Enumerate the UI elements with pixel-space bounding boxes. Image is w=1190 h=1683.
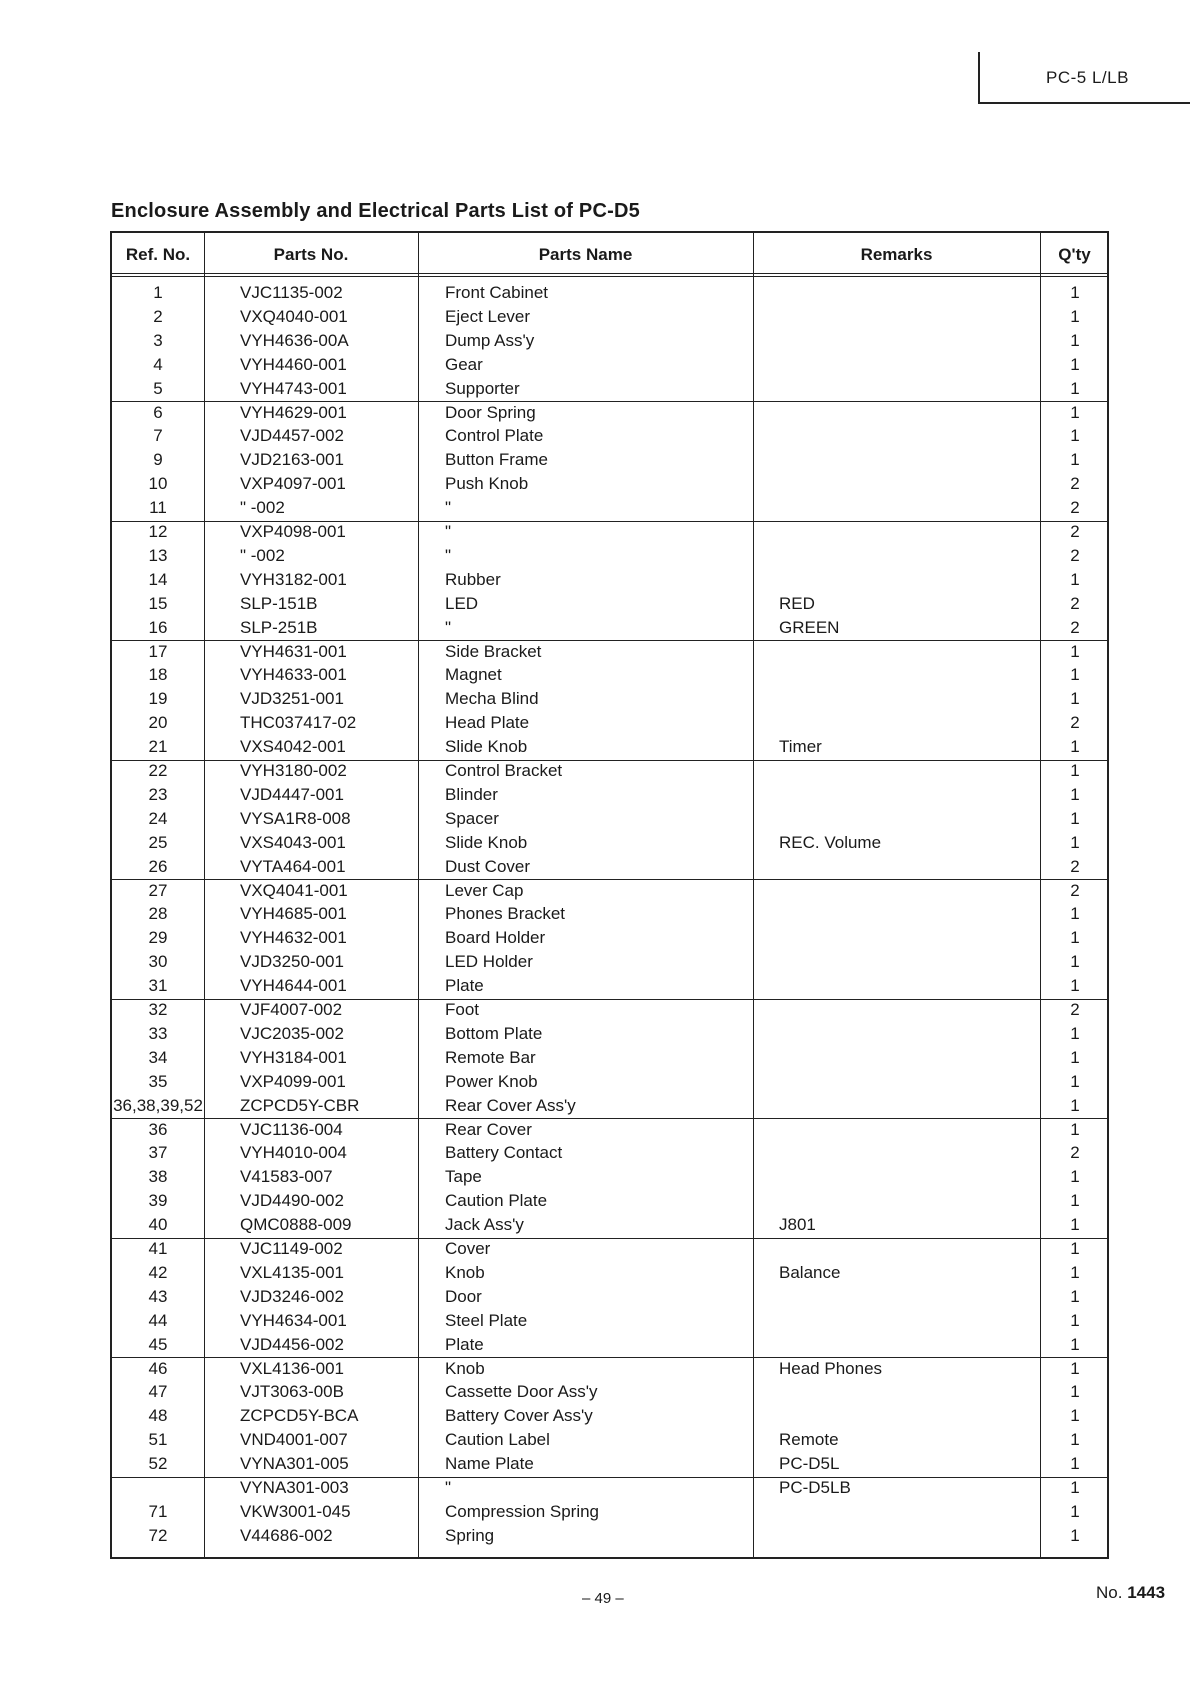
document-number xyxy=(1096,1583,1165,1603)
part-name-cell: LED xyxy=(445,593,479,613)
ref-cell: 6 xyxy=(153,402,163,422)
ref-cell: 26 xyxy=(148,856,168,876)
part-name-cell: Battery Cover Ass'y xyxy=(445,1406,593,1426)
part-name-cell: Name Plate xyxy=(445,1454,534,1474)
ref-cell: 2 xyxy=(153,306,163,326)
ref-cell: 5 xyxy=(153,378,163,398)
part-name-cell: Eject Lever xyxy=(445,306,531,326)
ref-cell: 48 xyxy=(148,1406,168,1426)
col-divider xyxy=(418,233,419,1557)
part-name-cell: LED Holder xyxy=(445,952,533,972)
part-name-cell: Door xyxy=(445,1286,482,1306)
qty-cell: 1 xyxy=(1070,1334,1080,1354)
qty-cell: 1 xyxy=(1070,1406,1080,1426)
ref-cell: 32 xyxy=(148,1000,168,1019)
part-name-cell: Remote Bar xyxy=(445,1047,536,1067)
qty-cell: 1 xyxy=(1070,1358,1080,1378)
qty-cell: 1 xyxy=(1070,450,1080,470)
qty-cell: 1 xyxy=(1070,354,1080,374)
part-name-cell: Caution Label xyxy=(445,1430,550,1450)
ref-cell: 18 xyxy=(148,665,168,685)
part-number-cell: VXS4043-001 xyxy=(240,832,346,852)
part-name-cell: " xyxy=(445,522,452,541)
qty-cell: 1 xyxy=(1070,402,1080,422)
ref-cell: 46 xyxy=(148,1358,168,1378)
part-name-cell: Slide Knob xyxy=(445,832,528,852)
document-number-prefix: No. xyxy=(1096,1583,1123,1602)
ref-cell: 17 xyxy=(148,641,168,661)
part-number-cell: VKW3001-045 xyxy=(240,1501,351,1521)
remarks-cell: PC-D5L xyxy=(779,1454,840,1474)
part-number-cell: VXP4099-001 xyxy=(240,1071,346,1091)
ref-cell: 24 xyxy=(148,808,168,828)
ref-cell: 71 xyxy=(148,1501,168,1521)
ref-cell: 13 xyxy=(148,545,168,565)
part-number-cell: VJD3246-002 xyxy=(240,1286,344,1306)
part-number-cell: " -002 xyxy=(240,545,285,565)
part-number-cell: VYH4743-001 xyxy=(240,378,347,398)
col-header-ref: Ref. No. xyxy=(125,245,191,264)
part-name-cell: Supporter xyxy=(445,378,520,398)
ref-cell: 22 xyxy=(148,761,168,780)
part-number-cell: VYSA1R8-008 xyxy=(240,808,351,828)
ref-cell: 35 xyxy=(148,1071,168,1091)
part-number-cell: VJC1135-002 xyxy=(240,283,343,302)
qty-cell: 1 xyxy=(1070,1071,1080,1091)
part-name-cell: Rubber xyxy=(445,569,501,589)
ref-cell: 36,38,39,52 xyxy=(113,1095,203,1115)
part-name-cell: Side Bracket xyxy=(445,641,542,661)
ref-cell: 4 xyxy=(153,354,163,374)
remarks-cell: REC. Volume xyxy=(779,832,882,852)
part-name-cell: Gear xyxy=(445,354,483,374)
part-number-cell: VXS4042-001 xyxy=(240,737,346,757)
ref-cell: 72 xyxy=(148,1525,168,1545)
header-divider xyxy=(112,276,1107,277)
qty-cell: 2 xyxy=(1070,617,1080,637)
part-number-cell: VXQ4040-001 xyxy=(240,306,348,326)
ref-cell: 27 xyxy=(148,880,168,900)
part-number-cell: VJT3063-00B xyxy=(240,1382,344,1402)
col-header-part: Parts No. xyxy=(273,245,349,264)
part-number-cell: VYH3184-001 xyxy=(240,1047,347,1067)
part-number-cell: VJD3250-001 xyxy=(240,952,344,972)
part-name-cell: Caution Plate xyxy=(445,1191,548,1211)
part-name-cell: Front Cabinet xyxy=(445,283,548,302)
ref-cell: 37 xyxy=(148,1143,168,1163)
part-name-cell: " xyxy=(445,545,452,565)
qty-cell: 1 xyxy=(1070,1454,1080,1474)
part-name-cell: Button Frame xyxy=(445,450,548,470)
part-name-cell: Door Spring xyxy=(445,402,536,422)
qty-cell: 1 xyxy=(1070,569,1080,589)
part-number-cell: " -002 xyxy=(240,498,285,518)
parts-table xyxy=(110,231,1109,1559)
qty-cell: 1 xyxy=(1070,1286,1080,1306)
part-name-cell: Steel Plate xyxy=(445,1310,528,1330)
qty-cell: 1 xyxy=(1070,665,1080,685)
ref-cell: 33 xyxy=(148,1023,168,1043)
ref-cell: 34 xyxy=(148,1047,168,1067)
part-number-cell: VJF4007-002 xyxy=(240,1000,343,1019)
remarks-cell: Balance xyxy=(779,1262,841,1282)
part-number-cell: VYH4632-001 xyxy=(240,928,347,948)
ref-cell: 45 xyxy=(148,1334,168,1354)
header-divider xyxy=(112,273,1107,274)
part-number-cell: VXP4097-001 xyxy=(240,474,346,494)
remarks-cell: PC-D5LB xyxy=(779,1478,851,1497)
part-number-cell: VXL4136-001 xyxy=(240,1358,344,1378)
part-name-cell: Head Plate xyxy=(445,713,530,733)
qty-cell: 1 xyxy=(1070,426,1080,446)
part-number-cell: VND4001-007 xyxy=(240,1430,348,1450)
remarks-cell: Remote xyxy=(779,1430,839,1450)
part-number-cell: VJD4456-002 xyxy=(240,1334,344,1354)
ref-cell: 47 xyxy=(148,1382,168,1402)
part-name-cell: Phones Bracket xyxy=(445,904,566,924)
part-name-cell: Cover xyxy=(445,1239,491,1258)
part-name-cell: Bottom Plate xyxy=(445,1023,543,1043)
qty-cell: 1 xyxy=(1070,1119,1080,1139)
qty-cell: 1 xyxy=(1070,1023,1080,1043)
qty-cell: 2 xyxy=(1070,474,1080,494)
part-number-cell: ZCPCD5Y-CBR xyxy=(240,1095,360,1115)
part-name-cell: Compression Spring xyxy=(445,1501,600,1521)
qty-cell: 1 xyxy=(1070,689,1080,709)
part-number-cell: VYNA301-005 xyxy=(240,1454,349,1474)
part-name-cell: Lever Cap xyxy=(445,880,524,900)
qty-cell: 1 xyxy=(1070,784,1080,804)
part-number-cell: VYNA301-003 xyxy=(240,1478,349,1497)
qty-cell: 1 xyxy=(1070,306,1080,326)
qty-cell: 2 xyxy=(1070,856,1080,876)
ref-cell: 52 xyxy=(148,1454,168,1474)
ref-cell: 3 xyxy=(153,330,163,350)
part-name-cell: Dump Ass'y xyxy=(445,330,535,350)
ref-cell: 15 xyxy=(148,593,168,613)
ref-cell: 36 xyxy=(148,1119,168,1139)
part-name-cell: Control Bracket xyxy=(445,761,563,780)
part-name-cell: Control Plate xyxy=(445,426,544,446)
ref-cell: 44 xyxy=(148,1310,168,1330)
ref-cell: 39 xyxy=(148,1191,168,1211)
part-name-cell: " xyxy=(445,617,452,637)
qty-cell: 1 xyxy=(1070,976,1080,996)
qty-cell: 1 xyxy=(1070,641,1080,661)
col-divider xyxy=(753,233,754,1557)
part-name-cell: Mecha Blind xyxy=(445,689,539,709)
part-number-cell: ZCPCD5Y-BCA xyxy=(240,1406,359,1426)
ref-cell: 23 xyxy=(148,784,168,804)
part-name-cell: Cassette Door Ass'y xyxy=(445,1382,598,1402)
ref-cell: 19 xyxy=(148,689,168,709)
qty-cell: 2 xyxy=(1070,713,1080,733)
part-number-cell: VYTA464-001 xyxy=(240,856,346,876)
ref-cell: 43 xyxy=(148,1286,168,1306)
part-number-cell: VJD4447-001 xyxy=(240,784,344,804)
part-name-cell: " xyxy=(445,1478,452,1497)
col-divider xyxy=(1040,233,1041,1557)
ref-cell: 42 xyxy=(148,1262,168,1282)
qty-cell: 1 xyxy=(1070,1382,1080,1402)
part-name-cell: Plate xyxy=(445,976,484,996)
ref-cell: 41 xyxy=(148,1239,168,1258)
part-number-cell: VYH3180-002 xyxy=(240,761,347,780)
qty-cell: 1 xyxy=(1070,1095,1080,1115)
qty-cell: 1 xyxy=(1070,1310,1080,1330)
ref-cell: 11 xyxy=(149,498,167,518)
remarks-cell: Head Phones xyxy=(779,1358,883,1378)
part-number-cell: VXL4135-001 xyxy=(240,1262,344,1282)
ref-cell: 31 xyxy=(148,976,168,996)
ref-cell: 21 xyxy=(148,737,168,757)
col-divider xyxy=(204,233,205,1557)
part-number-cell: VYH4629-001 xyxy=(240,402,347,422)
ref-cell: 14 xyxy=(148,569,168,589)
part-name-cell: Push Knob xyxy=(445,474,529,494)
part-number-cell: VYH4636-00A xyxy=(240,330,349,350)
part-number-cell: VJC1136-004 xyxy=(240,1119,343,1139)
ref-cell: 1 xyxy=(153,283,163,302)
ref-cell: 29 xyxy=(148,928,168,948)
part-number-cell: V44686-002 xyxy=(240,1525,333,1545)
part-number-cell: VYH4010-004 xyxy=(240,1143,347,1163)
part-number-cell: VJD3251-001 xyxy=(240,689,344,709)
part-name-cell: Slide Knob xyxy=(445,737,528,757)
qty-cell: 2 xyxy=(1070,522,1080,541)
part-name-cell: " xyxy=(445,498,452,518)
qty-cell: 2 xyxy=(1070,593,1080,613)
qty-cell: 1 xyxy=(1070,761,1080,780)
qty-cell: 1 xyxy=(1070,1525,1080,1545)
part-name-cell: Plate xyxy=(445,1334,484,1354)
qty-cell: 1 xyxy=(1070,737,1080,757)
remarks-cell: RED xyxy=(779,593,815,613)
part-number-cell: VYH4460-001 xyxy=(240,354,347,374)
qty-cell: 1 xyxy=(1070,283,1080,302)
part-name-cell: Battery Contact xyxy=(445,1143,563,1163)
qty-cell: 2 xyxy=(1070,880,1080,900)
part-number-cell: VYH4631-001 xyxy=(240,641,347,661)
qty-cell: 1 xyxy=(1070,378,1080,398)
qty-cell: 1 xyxy=(1070,952,1080,972)
ref-cell: 10 xyxy=(148,474,168,494)
part-number-cell: VJD4490-002 xyxy=(240,1191,344,1211)
qty-cell: 1 xyxy=(1070,330,1080,350)
part-name-cell: Dust Cover xyxy=(445,856,531,876)
part-number-cell: VJC2035-002 xyxy=(240,1023,344,1043)
col-header-remarks: Remarks xyxy=(860,245,933,264)
qty-cell: 2 xyxy=(1070,498,1080,518)
qty-cell: 2 xyxy=(1070,1143,1080,1163)
part-number-cell: VYH4685-001 xyxy=(240,904,347,924)
remarks-cell: GREEN xyxy=(779,617,840,637)
qty-cell: 1 xyxy=(1070,1047,1080,1067)
ref-cell: 9 xyxy=(153,450,163,470)
ref-cell: 38 xyxy=(148,1167,168,1187)
ref-cell: 28 xyxy=(148,904,168,924)
part-number-cell: SLP-251B xyxy=(240,617,318,637)
part-number-cell: VYH4633-001 xyxy=(240,665,347,685)
document-number-value: 1443 xyxy=(1127,1583,1166,1602)
page-number: – 49 – xyxy=(582,1590,624,1607)
part-number-cell: V41583-007 xyxy=(240,1167,333,1187)
qty-cell: 1 xyxy=(1070,1191,1080,1211)
ref-cell: 12 xyxy=(148,522,168,541)
qty-cell: 1 xyxy=(1070,1478,1080,1497)
part-name-cell: Power Knob xyxy=(445,1071,538,1091)
ref-cell: 20 xyxy=(148,713,168,733)
part-number-cell: VYH4634-001 xyxy=(240,1310,347,1330)
part-name-cell: Rear Cover xyxy=(445,1119,532,1139)
part-name-cell: Foot xyxy=(445,1000,480,1019)
qty-cell: 1 xyxy=(1070,832,1080,852)
part-name-cell: Rear Cover Ass'y xyxy=(445,1095,576,1115)
ref-cell: 25 xyxy=(148,832,168,852)
part-name-cell: Spacer xyxy=(445,808,499,828)
ref-cell: 7 xyxy=(153,426,163,446)
part-number-cell: QMC0888-009 xyxy=(240,1215,352,1235)
ref-cell: 30 xyxy=(148,952,168,972)
part-number-cell: VYH4644-001 xyxy=(240,976,347,996)
qty-cell: 1 xyxy=(1070,1262,1080,1282)
ref-cell: 51 xyxy=(148,1430,168,1450)
model-label: PC-5 L/LB xyxy=(1046,68,1129,87)
remarks-cell: J801 xyxy=(779,1215,816,1235)
part-number-cell: VXP4098-001 xyxy=(240,522,346,541)
qty-cell: 1 xyxy=(1070,808,1080,828)
ref-cell: 16 xyxy=(148,617,168,637)
qty-cell: 1 xyxy=(1070,928,1080,948)
qty-cell: 2 xyxy=(1070,545,1080,565)
qty-cell: 1 xyxy=(1070,1167,1080,1187)
col-header-qty: Q'ty xyxy=(1058,245,1091,264)
col-header-name: Parts Name xyxy=(538,245,633,264)
qty-cell: 2 xyxy=(1070,1000,1080,1019)
part-name-cell: Knob xyxy=(445,1358,485,1378)
part-number-cell: VJD4457-002 xyxy=(240,426,344,446)
qty-cell: 1 xyxy=(1070,1215,1080,1235)
part-number-cell: VJD2163-001 xyxy=(240,450,344,470)
ref-cell: 40 xyxy=(148,1215,168,1235)
part-number-cell: THC037417-02 xyxy=(240,713,357,733)
part-name-cell: Knob xyxy=(445,1262,485,1282)
qty-cell: 1 xyxy=(1070,904,1080,924)
part-name-cell: Jack Ass'y xyxy=(445,1215,524,1235)
part-number-cell: VJC1149-002 xyxy=(240,1239,343,1258)
part-name-cell: Tape xyxy=(445,1167,482,1187)
part-number-cell: SLP-151B xyxy=(240,593,318,613)
qty-cell: 1 xyxy=(1070,1501,1080,1521)
remarks-cell: Timer xyxy=(779,737,822,757)
page-title: Enclosure Assembly and Electrical Parts List of PC-D5 xyxy=(111,200,640,222)
part-name-cell: Spring xyxy=(445,1525,495,1545)
qty-cell: 1 xyxy=(1070,1239,1080,1258)
part-number-cell: VYH3182-001 xyxy=(240,569,347,589)
part-number-cell: VXQ4041-001 xyxy=(240,880,348,900)
part-name-cell: Board Holder xyxy=(445,928,546,948)
part-name-cell: Magnet xyxy=(445,665,502,685)
qty-cell: 1 xyxy=(1070,1430,1080,1450)
part-name-cell: Blinder xyxy=(445,784,498,804)
